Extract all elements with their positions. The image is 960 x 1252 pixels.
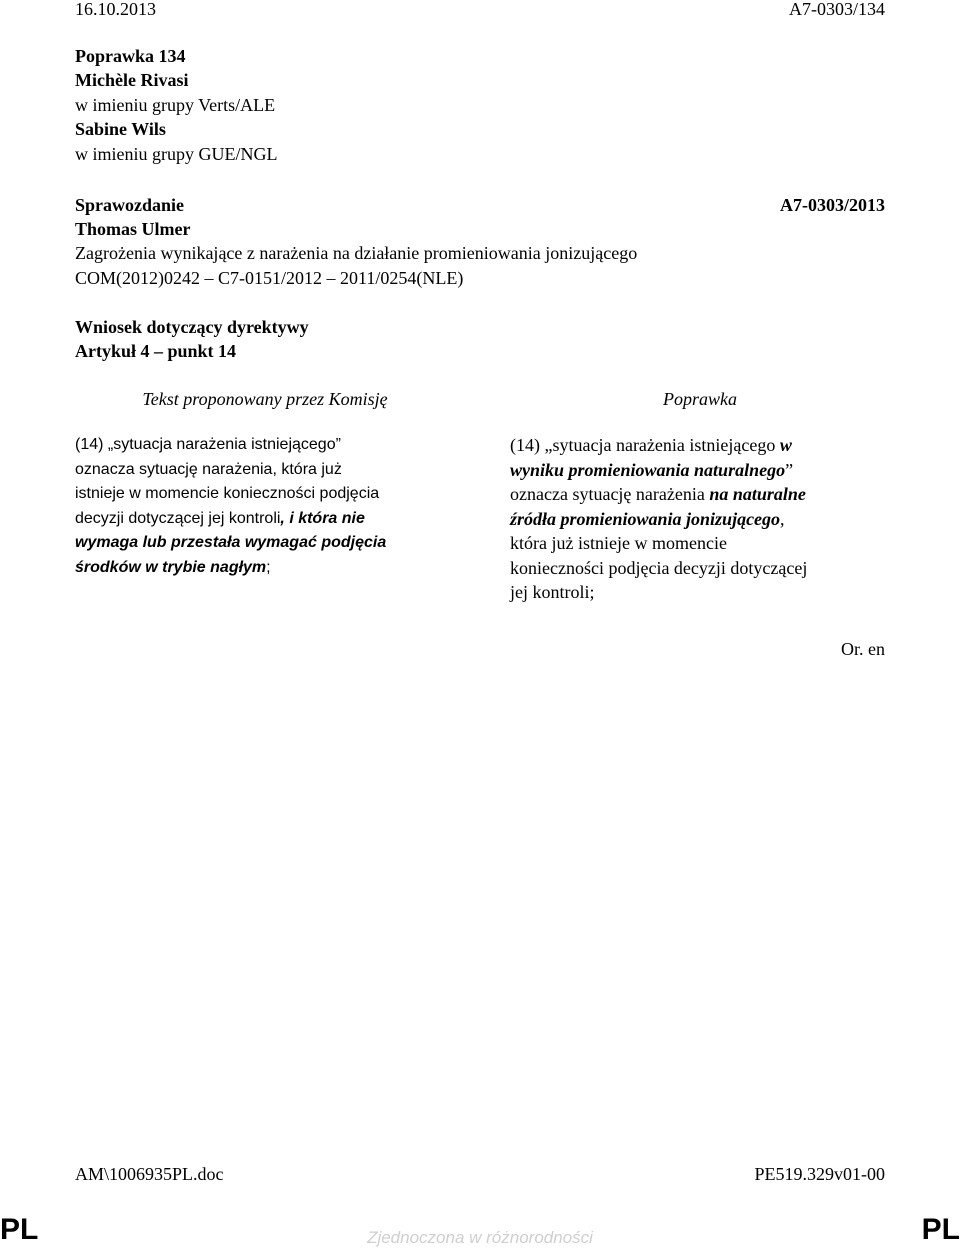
text-segment: , [780, 508, 785, 529]
text-line: jej kontroli; [510, 582, 595, 602]
text-line [510, 507, 890, 532]
report-subject: Zagrożenia wynikające z narażenia na działanie promieniowania jonizującego [75, 243, 638, 263]
original-language: Or. en [841, 639, 885, 659]
text-line [510, 482, 890, 507]
inserted-text: wyniku promieniowania naturalnego [510, 459, 786, 480]
text-segment: decyzji dotyczącej jej kontroli [75, 509, 281, 527]
deleted-text: , i która nie [280, 509, 365, 527]
deleted-text: wymaga lub przestała wymagać podjęcia [75, 534, 387, 551]
text-segment: oznacza sytuację narażenia [510, 484, 710, 504]
footer-pe-number: PE519.329v01-00 [754, 1164, 885, 1184]
text-line: oznacza sytuację narażenia, która już [75, 460, 342, 478]
text-line: istnieje w momencie konieczności podjęcia [75, 485, 380, 502]
inserted-text: na naturalne [709, 484, 806, 504]
left-column-header: Tekst proponowany przez Komisję [142, 389, 388, 409]
right-column-header: Poprawka [663, 389, 737, 409]
inserted-text: w [779, 435, 792, 455]
author-group: w imieniu grupy Verts/ALE [75, 95, 276, 115]
amendment-text [510, 433, 890, 605]
amendment-title: Poprawka 134 [75, 46, 186, 66]
author-name: Sabine Wils [75, 119, 166, 139]
deleted-text: środków w trybie nagłym [75, 558, 267, 576]
article-reference: Artykuł 4 – punkt 14 [75, 341, 237, 361]
text-segment: ; [266, 558, 271, 576]
text-line [510, 458, 890, 483]
text-segment: (14) „sytuacja narażenia istniejącego [510, 435, 780, 455]
report-label: Sprawozdanie [75, 195, 185, 215]
text-line [75, 556, 455, 581]
text-segment: ” [785, 459, 794, 480]
text-line: konieczności podjęcia decyzji dotyczącej [510, 557, 808, 578]
text-line [510, 433, 890, 458]
language-code-right: PL [921, 1213, 960, 1246]
text-line: (14) „sytuacja narażenia istniejącego” [75, 436, 341, 453]
procedure-numbers: COM(2012)0242 – C7-0151/2012 – 2011/0254(NLE) [75, 268, 464, 288]
proposal-label: Wniosek dotyczący dyrektywy [75, 317, 309, 337]
commission-text [75, 433, 455, 580]
footer-file-reference: AM\1006935PL.doc [75, 1164, 224, 1184]
language-code-left: PL [0, 1213, 39, 1246]
document-reference: A7-0303/134 [789, 0, 885, 19]
document-date: 16.10.2013 [75, 0, 156, 19]
author-name: Michèle Rivasi [75, 70, 189, 90]
text-line [75, 507, 455, 532]
inserted-text: źródła promieniowania jonizującego [510, 508, 781, 529]
text-line: która już istnieje w momencie [510, 533, 727, 553]
author-group: w imieniu grupy GUE/NGL [75, 144, 278, 164]
rapporteur: Thomas Ulmer [75, 219, 191, 239]
report-number: A7-0303/2013 [780, 195, 885, 215]
eu-motto: Zjednoczona w różnorodności [367, 1228, 593, 1247]
